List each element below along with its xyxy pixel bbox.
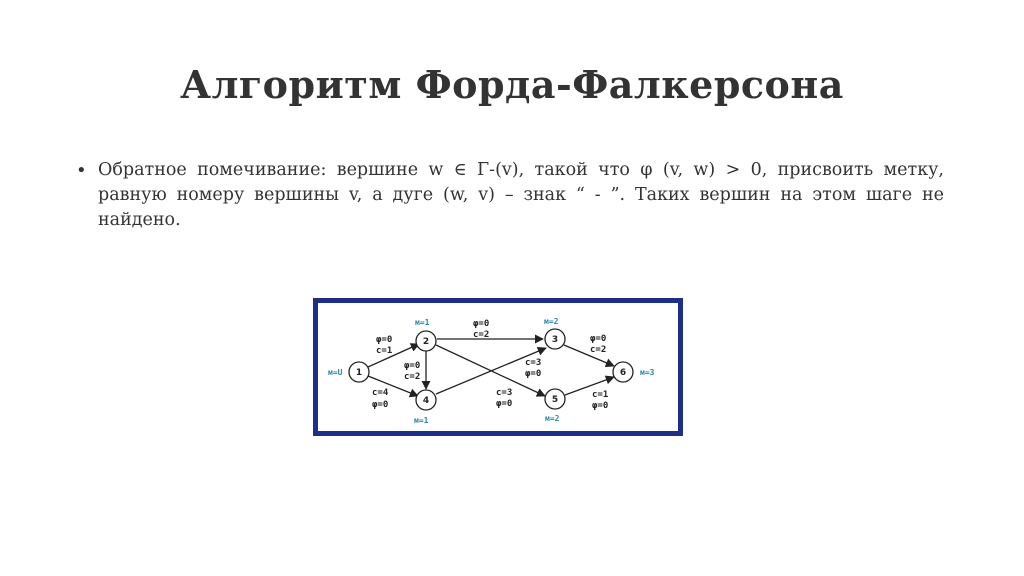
edge-label-2-4-c: c=2 bbox=[404, 372, 421, 382]
bullet-list bbox=[72, 158, 944, 233]
edge-label-4-3-c: c=3 bbox=[525, 358, 542, 368]
graph-node-3 bbox=[545, 329, 565, 349]
network-graph-figure bbox=[313, 298, 683, 436]
node-label: 1 bbox=[355, 368, 363, 378]
node-label: 6 bbox=[619, 368, 627, 378]
node-label: 3 bbox=[551, 335, 559, 345]
edge-label-5-6-c: c=1 bbox=[592, 390, 609, 400]
edge-label-5-6-phi: φ=0 bbox=[592, 401, 609, 411]
edge-label-3-6-phi: φ=0 bbox=[590, 334, 607, 344]
edge-label-1-4-phi: φ=0 bbox=[372, 400, 389, 410]
node-mark-4: м=1 bbox=[414, 416, 429, 425]
edge-label-3-6-c: c=2 bbox=[590, 345, 607, 355]
node-mark-1: м=U bbox=[328, 368, 343, 377]
edge-label-4-3-phi: φ=0 bbox=[525, 369, 542, 379]
edge-label-1-2-phi: φ=0 bbox=[376, 335, 393, 345]
edge-label-2-3-c: c=2 bbox=[473, 330, 490, 340]
edge-3-6 bbox=[564, 345, 614, 366]
graph-node-2 bbox=[416, 331, 436, 351]
network-graph bbox=[318, 303, 678, 431]
edge-label-1-2-c: c=1 bbox=[376, 346, 393, 356]
node-label: 5 bbox=[551, 395, 559, 405]
edge-label-2-5-c: c=3 bbox=[496, 388, 513, 398]
node-mark-3: м=2 bbox=[544, 317, 559, 326]
edge-label-2-4-phi: φ=0 bbox=[404, 361, 421, 371]
list-item bbox=[72, 158, 944, 233]
bullet-marker: • bbox=[76, 160, 87, 181]
bullet-text: Обратное помечивание: вершине w ∈ Γ-(v), такой что φ (v, w) > 0, присвоить метку, равную номеру вершины v, а дуге (w, v) – знак “ - ”. Таких вершин на этом шаге не найдено. bbox=[98, 160, 944, 230]
node-mark-6: м=3 bbox=[640, 368, 655, 377]
edge-label-2-5-phi: φ=0 bbox=[496, 399, 513, 409]
graph-node-6 bbox=[613, 362, 633, 382]
slide-title: Алгоритм Форда-Фалкерсона bbox=[180, 62, 844, 107]
edge-label-1-4-c: c=4 bbox=[372, 388, 389, 398]
graph-node-4 bbox=[416, 390, 436, 410]
node-mark-5: м=2 bbox=[545, 414, 560, 423]
graph-node-5 bbox=[545, 389, 565, 409]
node-label: 4 bbox=[422, 396, 430, 406]
edge-label-2-3-phi: φ=0 bbox=[473, 319, 490, 329]
node-label: 2 bbox=[422, 337, 430, 347]
graph-node-1 bbox=[349, 362, 369, 382]
node-mark-2: м=1 bbox=[415, 318, 430, 327]
